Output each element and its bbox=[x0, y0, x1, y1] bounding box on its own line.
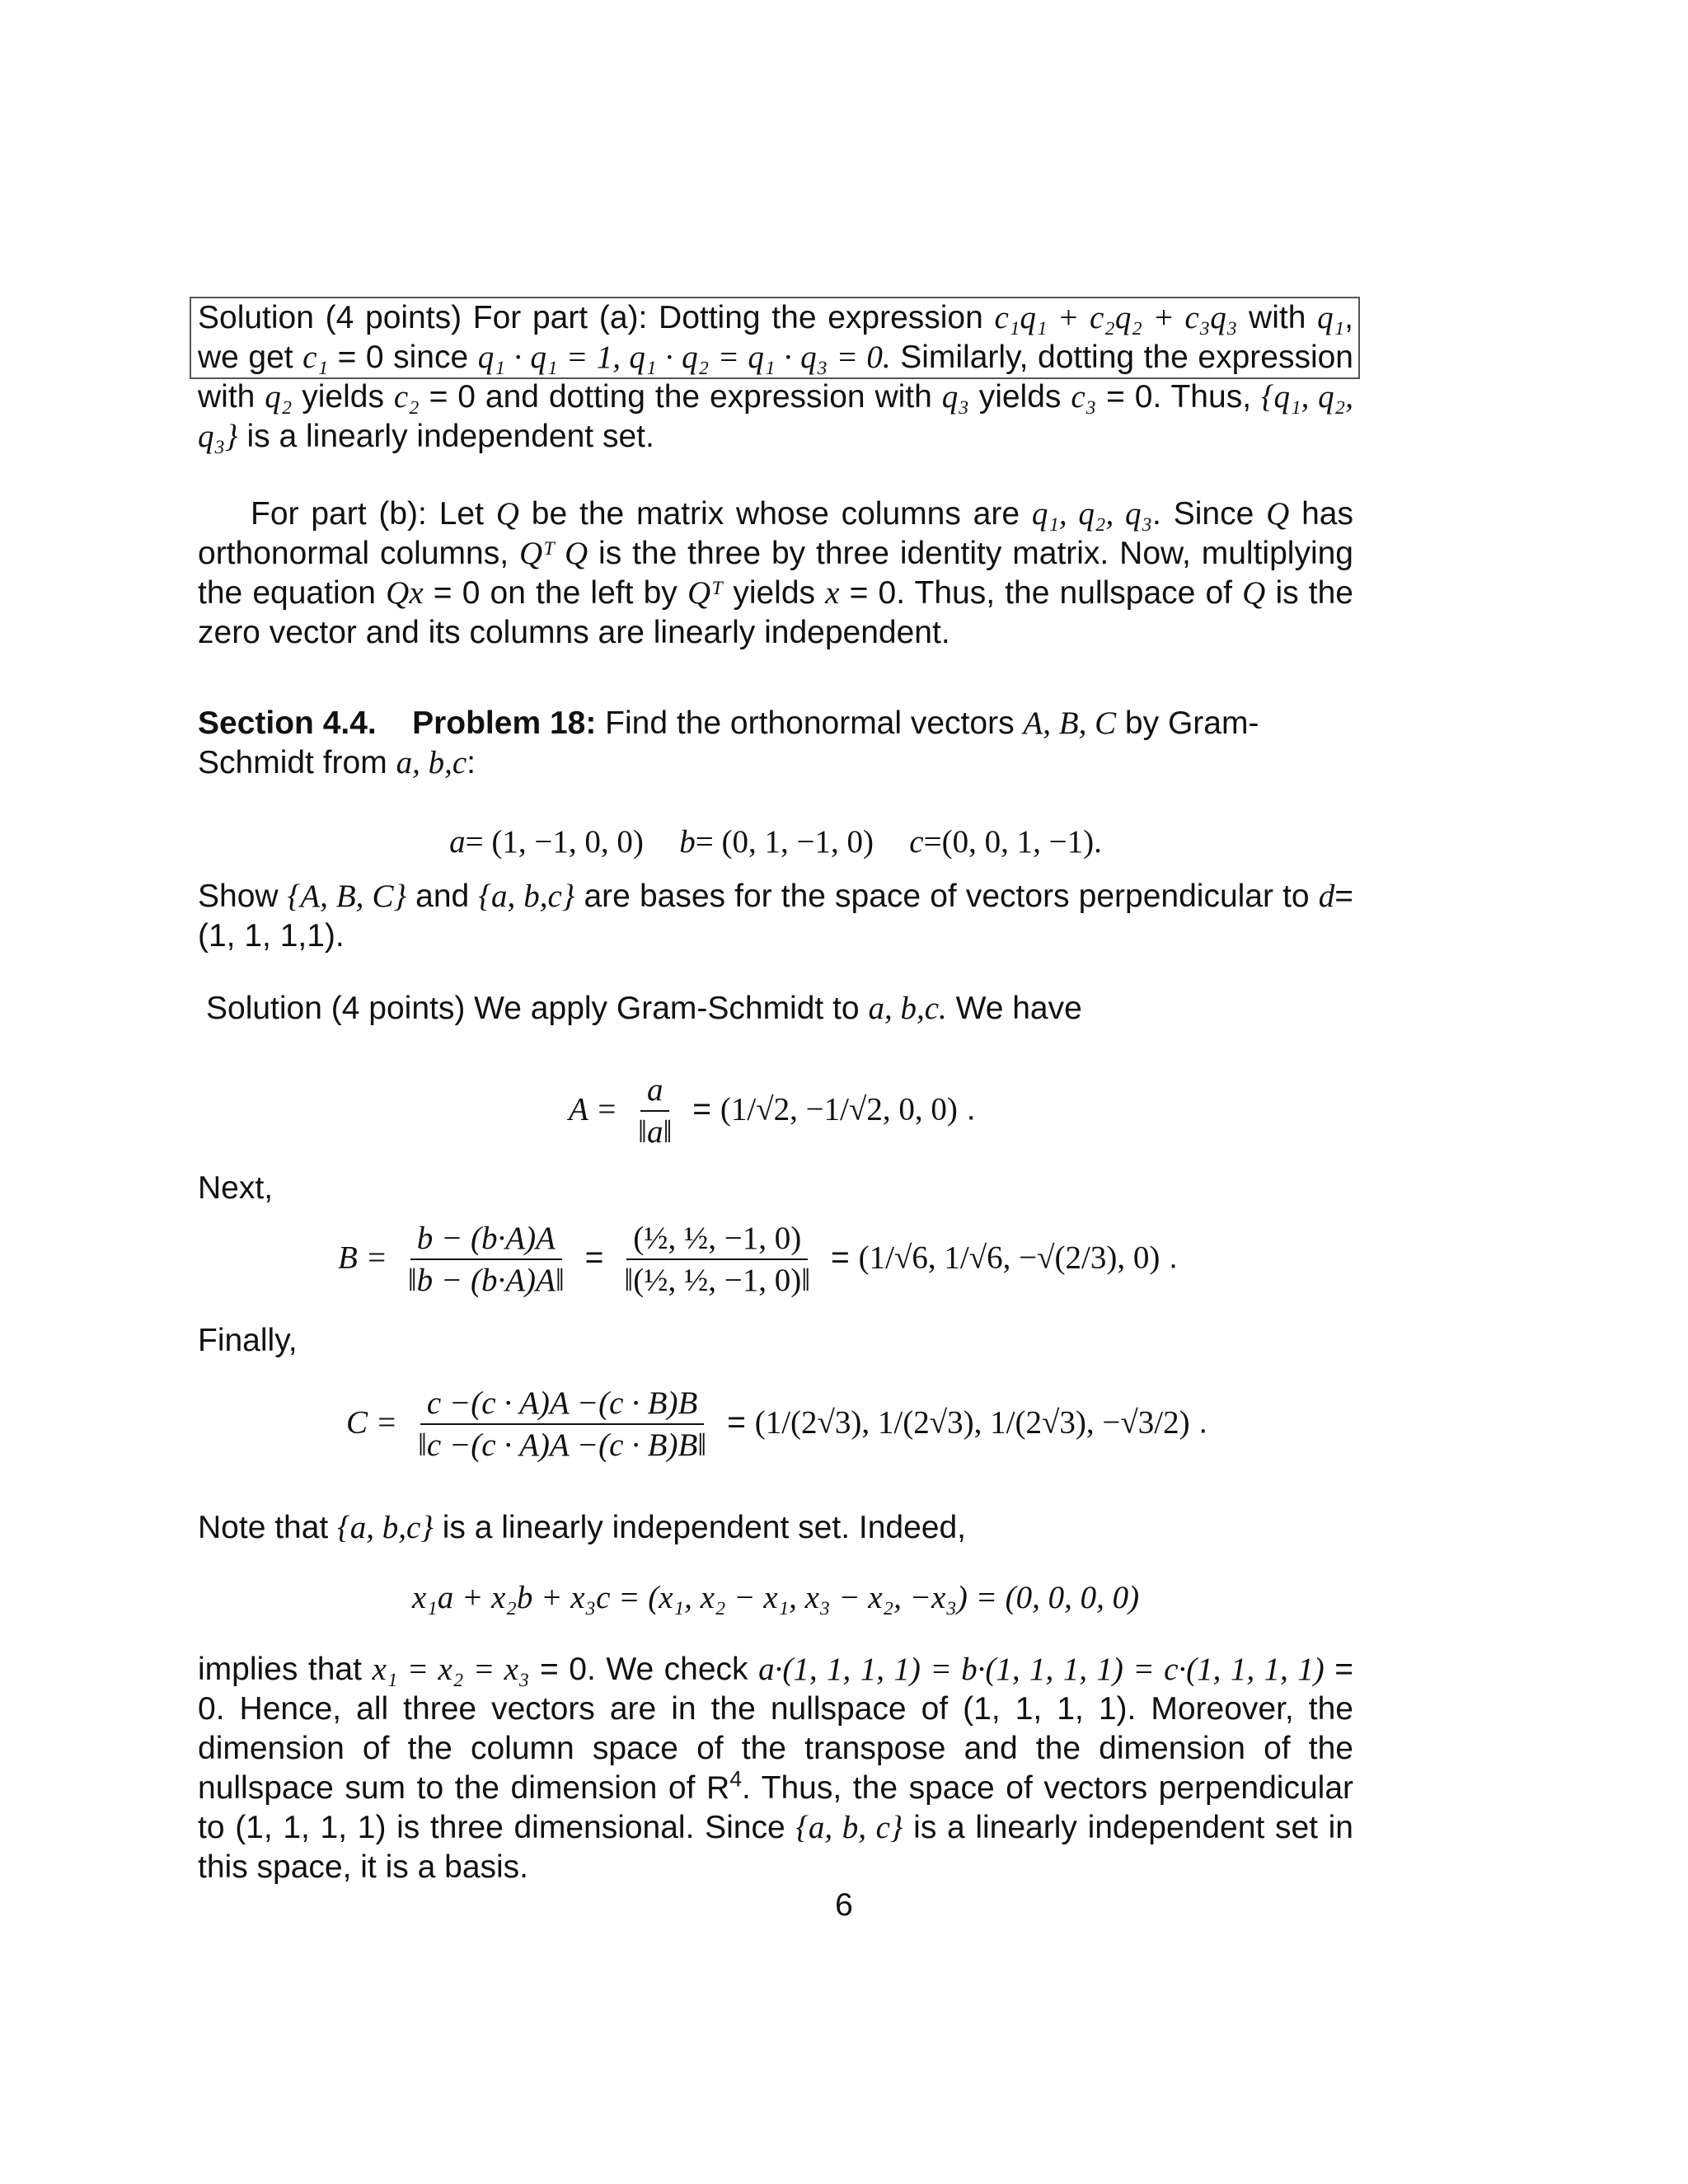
vectors-line bbox=[198, 823, 1353, 862]
solution-part-b bbox=[198, 494, 1353, 653]
text: by Gram-Schmidt from bbox=[198, 705, 1259, 780]
label-next: Next, bbox=[198, 1170, 274, 1206]
math: Q bbox=[495, 496, 519, 532]
math: q₁, q₂, q₃ bbox=[1031, 496, 1153, 532]
math: {a, b, c} bbox=[795, 1810, 903, 1845]
text: Solution (4 points) For part (a): Dotting the expression bbox=[198, 300, 995, 335]
numerator: (½, ½, −1, 0) bbox=[626, 1220, 808, 1260]
math: A = bbox=[569, 1091, 618, 1127]
math: c₂ bbox=[393, 379, 420, 415]
note-paragraph bbox=[198, 1508, 1353, 1548]
text: . bbox=[1198, 1404, 1208, 1441]
text: Show bbox=[198, 879, 288, 914]
text: and bbox=[406, 879, 479, 914]
text: has orthonormal columns, bbox=[198, 496, 1353, 571]
text: = 0 and dotting the expression with bbox=[419, 379, 942, 415]
text: with bbox=[1237, 300, 1318, 335]
solution-part-a bbox=[198, 298, 1353, 457]
text: = (1, 1, 1,1). bbox=[198, 879, 1353, 954]
text: implies that bbox=[198, 1652, 373, 1687]
denominator: ‖b − (b·A)A‖ bbox=[407, 1263, 565, 1298]
math: B = bbox=[338, 1240, 387, 1276]
math: Qᵀ bbox=[687, 575, 724, 611]
math: d bbox=[1318, 879, 1335, 914]
text: is the zero vector and its columns are linearly independent. bbox=[198, 575, 1353, 650]
math: C = bbox=[346, 1404, 398, 1441]
math: = (1, −1, 0, 0) bbox=[465, 824, 644, 860]
math: A, B, C bbox=[1023, 705, 1117, 741]
equation-B bbox=[338, 1220, 1178, 1299]
math: (1/√6, 1/√6, −√(2/3), 0) bbox=[858, 1240, 1160, 1276]
math: x₁ = x₂ = x₃ bbox=[372, 1652, 530, 1687]
text: . bbox=[1169, 1240, 1178, 1276]
text: = 0. We check bbox=[529, 1652, 759, 1687]
math: c₁ bbox=[302, 340, 329, 375]
text: yields bbox=[723, 575, 826, 611]
text: yields bbox=[968, 379, 1071, 415]
problem-show bbox=[198, 877, 1353, 956]
text: For part (b): Let bbox=[251, 496, 496, 532]
text: is a linearly independent set. Indeed, bbox=[433, 1510, 966, 1545]
text: = 0 since bbox=[328, 340, 478, 375]
math: b bbox=[679, 824, 696, 860]
fraction bbox=[617, 1220, 817, 1299]
text: , we get bbox=[198, 300, 1354, 375]
text: are bases for the space of vectors perpendicular to bbox=[574, 879, 1319, 914]
text: . bbox=[966, 1091, 976, 1127]
math: c bbox=[909, 824, 924, 860]
fraction bbox=[631, 1071, 678, 1151]
math: q₃ bbox=[941, 379, 969, 415]
equals: = bbox=[584, 1240, 604, 1276]
math: a·(1, 1, 1, 1) = b·(1, 1, 1, 1) = c·(1, 1, 1, 1) bbox=[758, 1652, 1325, 1687]
text: = 0 on the left by bbox=[423, 575, 687, 611]
math: {q₁, q₂, q₃} bbox=[198, 379, 1353, 454]
equals: = bbox=[727, 1404, 746, 1441]
math: c₃ bbox=[1071, 379, 1097, 415]
math: =(0, 0, 1, −1). bbox=[923, 824, 1102, 860]
math: {a, b,c} bbox=[478, 879, 575, 914]
math: q₂ bbox=[265, 379, 293, 415]
text: We have bbox=[946, 991, 1082, 1026]
math: = (0, 1, −1, 0) bbox=[695, 824, 874, 860]
equation-A bbox=[569, 1071, 976, 1151]
numerator: a bbox=[640, 1071, 670, 1112]
numerator: b − (b·A)A bbox=[410, 1220, 562, 1260]
text: be the matrix whose columns are bbox=[518, 496, 1032, 532]
math: x bbox=[825, 575, 840, 611]
math: Q bbox=[1242, 575, 1266, 611]
math: (1/√2, −1/√2, 0, 0) bbox=[720, 1091, 958, 1127]
denominator: ‖c −(c · A)A −(c · B)B‖ bbox=[417, 1427, 707, 1463]
text: Note that bbox=[198, 1510, 338, 1545]
fraction bbox=[411, 1385, 713, 1464]
math: a bbox=[449, 824, 466, 860]
text: yields bbox=[292, 379, 394, 415]
label-finally: Finally, bbox=[198, 1323, 298, 1358]
equals: = bbox=[831, 1240, 850, 1276]
text: is the three by three identity matrix. Now, multiplying the equation bbox=[198, 536, 1353, 611]
text: Find the orthonormal vectors bbox=[596, 705, 1024, 741]
text: is a linearly independent set. bbox=[237, 419, 654, 454]
text: . Thus, the space of vectors perpendicular to (1, 1, 1, 1) is three dimensional. Since bbox=[198, 1770, 1353, 1845]
equation-C bbox=[346, 1385, 1207, 1464]
text: = 0. Thus, the nullspace of bbox=[839, 575, 1243, 611]
linear-combination-equation: x₁a + x₂b + x₃c = (x₁, x₂ − x₁, x₃ − x₂, −x₃) = (0, 0, 0, 0) bbox=[411, 1580, 1140, 1615]
equals: = bbox=[692, 1091, 712, 1127]
math: {A, B, C} bbox=[287, 879, 407, 914]
math: a, b,c. bbox=[868, 991, 947, 1026]
math: q₁ · q₁ = 1, q₁ · q₂ = q₁ · q₃ = 0. bbox=[477, 340, 891, 375]
math: {a, b,c} bbox=[337, 1510, 434, 1545]
math: Q bbox=[1266, 496, 1290, 532]
math: (1/(2√3), 1/(2√3), 1/(2√3), −√3/2) bbox=[754, 1404, 1190, 1441]
text: Solution (4 points) We apply Gram-Schmidt to bbox=[206, 991, 869, 1026]
section-heading: Section 4.4. bbox=[198, 705, 377, 741]
text: is a linearly independent set in this space, it is a basis. bbox=[198, 1810, 1353, 1885]
text: = 0. Hence, all three vectors are in the nullspace of (1, 1, 1, 1). Moreover, the dimension of the column space of the transpose and the dimension of the nullspace sum to the dimension of R bbox=[198, 1652, 1353, 1806]
text: Similarly, dotting the expression with bbox=[198, 340, 1353, 415]
page-number: 6 bbox=[835, 1887, 853, 1923]
text: : bbox=[467, 745, 476, 780]
math: q₁ bbox=[1317, 300, 1345, 335]
math: a, b,c bbox=[396, 745, 467, 780]
denominator: ‖a‖ bbox=[638, 1114, 673, 1150]
denominator: ‖(½, ½, −1, 0)‖ bbox=[624, 1263, 811, 1298]
superscript: 4 bbox=[729, 1766, 742, 1792]
text: . Since bbox=[1152, 496, 1267, 532]
math: c₁q₁ + c₂q₂ + c₃q₃ bbox=[994, 300, 1238, 335]
math: Qᵀ Q bbox=[518, 536, 588, 571]
problem-statement bbox=[198, 704, 1353, 783]
final-paragraph bbox=[198, 1650, 1353, 1887]
text: = 0. Thus, bbox=[1096, 379, 1261, 415]
solution-gram-schmidt bbox=[206, 989, 1362, 1029]
problem-label: Problem 18: bbox=[412, 705, 597, 741]
math: Qx bbox=[386, 575, 424, 611]
fraction bbox=[401, 1220, 571, 1299]
numerator: c −(c · A)A −(c · B)B bbox=[420, 1385, 704, 1425]
